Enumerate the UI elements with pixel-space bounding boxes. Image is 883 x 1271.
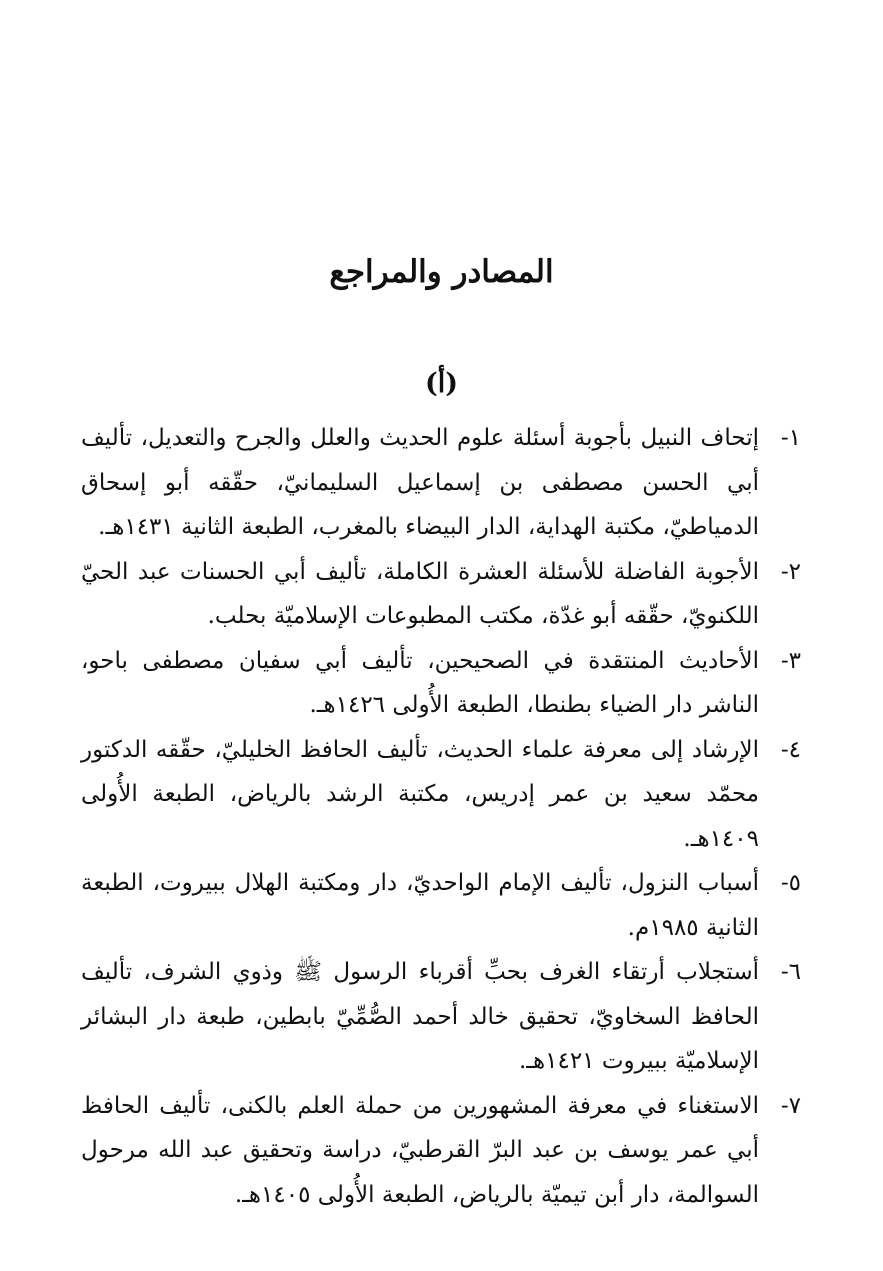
reference-text: الاستغناء في معرفة المشهورين من حملة العلم بالكنى، تأليف الحافظ أبي عمر يوسف بن عبد البرّ القرطبيّ، دراسة وتحقيق عبد الله مرحول السوالمة، دار أبن تيميّة بالرياض، الطبعة الأُولى ١٤٠٥هـ. <box>81 1092 759 1208</box>
reference-entry-7 <box>81 1084 801 1218</box>
reference-text: الأجوبة الفاضلة للأسئلة العشرة الكاملة، تأليف أبي الحسنات عبد الحيّ اللكنويّ، حقّقه أبو غدّة، مكتب المطبوعات الإسلاميّة بحلب. <box>81 558 759 629</box>
reference-entry-6 <box>81 950 801 1084</box>
reference-entry-1 <box>81 416 801 550</box>
reference-entry-2 <box>81 550 801 639</box>
reference-number: ٤- <box>780 736 801 763</box>
reference-text: الأحاديث المنتقدة في الصحيحين، تأليف أبي سفيان مصطفى باحو، الناشر دار الضياء بطنطا، الطبعة الأُولى ١٤٢٦هـ. <box>81 647 759 718</box>
reference-text: الإرشاد إلى معرفة علماء الحديث، تأليف الحافظ الخليليّ، حقّقه الدكتور محمّد سعيد بن عمر إدريس، مكتبة الرشد بالرياض، الطبعة الأُولى ١٤٠٩هـ. <box>81 736 759 852</box>
reference-text: أسباب النزول، تأليف الإمام الواحديّ، دار ومكتبة الهلال ببيروت، الطبعة الثانية ١٩٨٥م. <box>81 870 759 941</box>
reference-entry-5 <box>81 861 801 950</box>
reference-text: أستجلاب أرتقاء الغرف بحبِّ أقرباء الرسول ﷺ وذوي الشرف، تأليف الحافظ السخاويّ، تحقيق خالد أحمد الصُّمِّيّ بابطين، طبعة دار البشائر الإسلاميّة ببيروت ١٤٢١هـ. <box>81 959 759 1074</box>
reference-number: ١- <box>780 425 801 451</box>
reference-number: ٣- <box>780 647 801 674</box>
reference-number: ٧- <box>780 1092 801 1119</box>
reference-number: ٢- <box>780 558 801 585</box>
reference-number: ٥- <box>780 870 801 896</box>
reference-number: ٦- <box>780 959 801 985</box>
reference-entry-4 <box>81 728 801 862</box>
reference-text: إتحاف النبيل بأجوبة أسئلة علوم الحديث والعلل والجرح والتعديل، تأليف أبي الحسن مصطفى بن إسماعيل السليمانيّ، حقّقه أبو إسحاق الدمياطيّ، مكتبة الهداية، الدار البيضاء بالمغرب، الطبعة الثانية ١٤٣١هـ. <box>81 425 759 540</box>
page-title: المصادر والمراجع <box>329 254 554 290</box>
section-heading: (أ) <box>424 368 459 399</box>
references-list <box>81 416 801 1217</box>
reference-entry-3 <box>81 639 801 728</box>
